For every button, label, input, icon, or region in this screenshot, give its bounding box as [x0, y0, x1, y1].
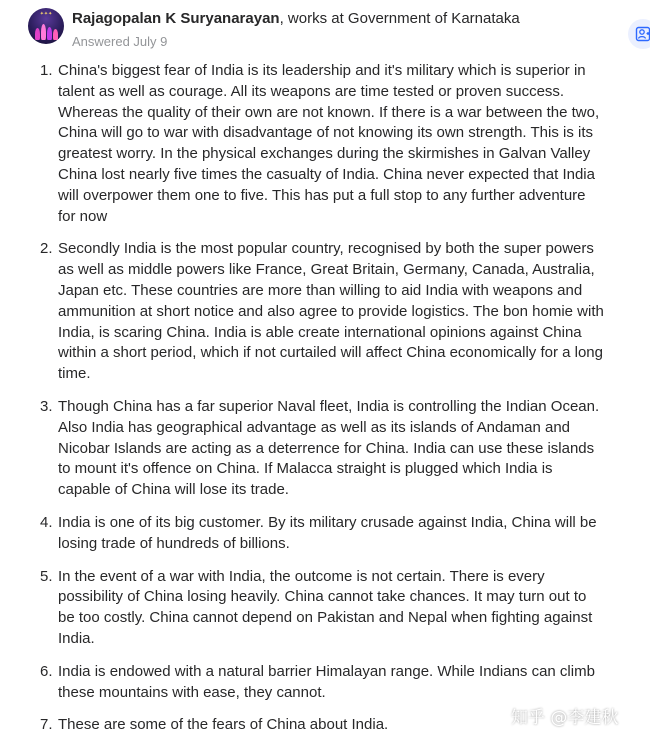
list-number: 7 .	[30, 715, 58, 736]
list-number: 3 .	[30, 397, 58, 501]
answered-date[interactable]: Answered July 9	[72, 34, 168, 49]
avatar[interactable]	[28, 8, 64, 44]
list-item	[30, 61, 605, 227]
list-item-text: Secondly India is the most popular country, recognised by both the super powers as well as middle powers like France, Great Britain, Germany, Canada, Australia, Japan etc. These countries are more than willing to aid India with weapons and ammunition at short notice and also agree to provide logistics. The bon homie with India, is scaring China. India is able create international opinions against China within a short period, which if not curtailed will affect China economically for a long time.	[58, 240, 604, 383]
avatar-caption-art: ✦✦✦	[39, 11, 53, 17]
answer-header	[28, 8, 628, 52]
follow-button[interactable]	[628, 19, 650, 49]
author-line	[72, 10, 520, 27]
person-add-icon	[635, 26, 650, 42]
list-item-text: India is one of its big customer. By its military crusade against India, China will be losing trade of hundreds of billions.	[58, 513, 597, 552]
list-item	[30, 662, 605, 704]
list-item-text: These are some of the fears of China about India.	[58, 716, 389, 734]
author-credential: , works at Government of Karnataka	[279, 10, 520, 27]
list-item-text: China's biggest fear of India is its leadership and it's military which is superior in talent as well as courage. All its weapons are time tested or proven success. Whereas the quality of their own are not known. If there is a war between the two, China will go to war with disadvantage of not knowing its own strength. This is its greatest worry. In the physical exchanges during the skirmishes in Galvan Valley China lost nearly five times the casualty of India. China never expected that India will overpower them one to five. This has put a full stop to any further adventure for now	[58, 62, 600, 225]
list-number: 4 .	[30, 513, 58, 555]
list-number: 2 .	[30, 239, 58, 385]
list-number: 1 .	[30, 61, 58, 227]
list-item-text: In the event of a war with India, the outcome is not certain. There is every possibility of China losing heavily. China cannot take chances. It may turn out to be too costly. China cannot depend on Pakistan and Nepal when fighting against India.	[58, 567, 593, 647]
list-item-text: Though China has a far superior Naval fleet, India is controlling the Indian Ocean. Also India has geographical advantage as well as its islands of Andaman and Nicobar Islands are acting as a deterrence for China. India can use these islands to mount it's offence on China. If Malacca straight is plugged which India is capable of China will lose its trade.	[58, 397, 600, 499]
list-item	[30, 513, 605, 555]
list-item-text: India is endowed with a natural barrier Himalayan range. While Indians can climb these mountains with ease, they cannot.	[58, 662, 595, 701]
list-number: 5 .	[30, 567, 58, 650]
list-item	[30, 567, 605, 650]
list-number: 6 .	[30, 662, 58, 704]
list-item	[30, 397, 605, 501]
watermark: 知乎 @李建秋	[511, 708, 619, 728]
list-item	[30, 239, 605, 385]
answer-body	[30, 61, 605, 741]
author-name[interactable]: Rajagopalan K Suryanarayan	[72, 10, 280, 27]
